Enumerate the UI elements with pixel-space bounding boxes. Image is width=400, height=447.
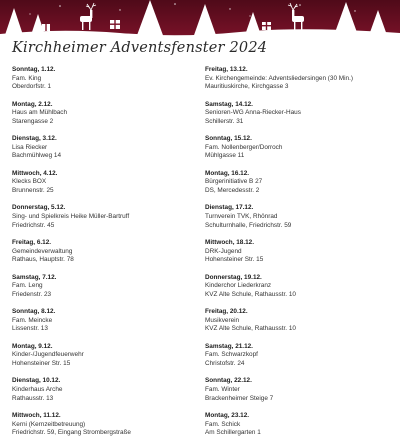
- entry-address: Am Schillergarten 1: [205, 429, 261, 437]
- schedule-entry: [12, 308, 202, 343]
- entry-date: Dienstag, 17.12.: [205, 204, 254, 212]
- entry-host: Fam. Nollenberger/Dorroch: [205, 143, 283, 151]
- entry-address: Friedenstr. 23: [12, 290, 52, 298]
- entry-date: Sonntag, 22.12.: [205, 377, 252, 385]
- schedule-entry: [12, 204, 202, 239]
- schedule-entry: [205, 170, 395, 205]
- entry-date: Samstag, 21.12.: [205, 342, 253, 350]
- entry-host: DRK-Jugend: [205, 247, 242, 255]
- entry-address: Schulturnhalle, Friedrichstr. 59: [205, 221, 292, 229]
- entry-date: Freitag, 13.12.: [205, 66, 248, 73]
- entry-address: Christofstr. 24: [205, 359, 245, 367]
- entry-address: Brackenheimer Steige 7: [205, 394, 274, 402]
- entry-date: Freitag, 6.12.: [12, 238, 52, 246]
- entry-address: Schillerstr. 31: [205, 117, 244, 125]
- page-title: Kirchheimer Adventsfenster 2024: [12, 40, 268, 56]
- entry-address: KVZ Alte Schule, Rathausstr. 10: [205, 290, 296, 298]
- entry-host: Kinderchor Liederkranz: [205, 282, 272, 290]
- entry-address: Mühlgasse 11: [205, 152, 245, 160]
- entry-host: Fam. King: [12, 74, 42, 82]
- entry-address: Lissenstr. 13: [12, 325, 48, 333]
- schedule-entry: [205, 377, 395, 412]
- entry-host: Bürgerinitiative B 27: [205, 178, 263, 186]
- entry-date: Samstag, 14.12.: [205, 100, 253, 108]
- entry-host: Kinderhaus Arche: [12, 385, 63, 393]
- schedule-entry: [205, 343, 395, 378]
- schedule-column-right: [205, 66, 395, 447]
- entry-date: Montag, 2.12.: [12, 100, 53, 108]
- entry-address: Friedrichstr. 59, Eingang Strombergstraße: [12, 429, 131, 437]
- entry-host: Kerni (Kernzeitbetreuung): [12, 420, 86, 428]
- entry-address: DS, Mercedesstr. 2: [205, 186, 260, 194]
- schedule-entry: [205, 239, 395, 274]
- entry-host: Fam. Leng: [12, 282, 43, 290]
- entry-address: KVZ Alte Schule, Rathausstr. 10: [205, 325, 296, 333]
- schedule-entry: [12, 135, 202, 170]
- schedule-entry: [205, 135, 395, 170]
- schedule-column-left: [12, 66, 202, 447]
- entry-date: Freitag, 20.12.: [205, 308, 248, 316]
- schedule-entry: [12, 412, 202, 447]
- entry-date: Mittwoch, 4.12.: [12, 169, 58, 177]
- entry-address: Mauritiuskirche, Kirchgasse 3: [205, 83, 289, 91]
- entry-date: Mittwoch, 11.12.: [12, 411, 61, 419]
- entry-host: Lisa Riecker: [12, 143, 48, 151]
- entry-date: Dienstag, 3.12.: [12, 135, 57, 143]
- winter-scene-illustration: [0, 0, 400, 38]
- entry-host: Turnverein TVK, Rhönrad: [205, 212, 278, 220]
- schedule-entry: [12, 274, 202, 309]
- entry-date: Donnerstag, 19.12.: [205, 273, 262, 281]
- schedule-entry: [12, 170, 202, 205]
- entry-date: Montag, 16.12.: [205, 169, 250, 177]
- entry-host: Musikverein: [205, 316, 240, 324]
- entry-address: Rathausstr. 13: [12, 394, 54, 402]
- schedule-entry: [12, 343, 202, 378]
- schedule-entry: [205, 101, 395, 136]
- schedule-entry: [205, 308, 395, 343]
- entry-host: Fam. Winter: [205, 385, 240, 393]
- schedule-entry: [205, 412, 395, 447]
- entry-host: Haus am Mühlbach: [12, 109, 68, 117]
- schedule-entry: [12, 66, 202, 101]
- entry-address: Hohensteiner Str. 15: [12, 359, 71, 367]
- entry-host: Kinder-/Jugendfeuerwehr: [12, 351, 84, 359]
- entry-date: Dienstag, 10.12.: [12, 377, 61, 385]
- schedule-entry: [205, 274, 395, 309]
- entry-host: Fam. Schick: [205, 420, 241, 428]
- entry-host: Gemeindeverwaltung: [12, 247, 73, 255]
- schedule-entry: [12, 377, 202, 412]
- entry-address: Rathaus, Hauptstr. 78: [12, 256, 74, 264]
- entry-host: Klecks BOX: [12, 178, 47, 186]
- entry-date: Mittwoch, 18.12.: [205, 238, 255, 246]
- entry-date: Montag, 23.12.: [205, 411, 250, 419]
- entry-date: Samstag, 7.12.: [12, 273, 57, 281]
- entry-address: Brunnenstr. 25: [12, 186, 54, 194]
- entry-host: Fam. Schwarzkopf: [205, 351, 258, 359]
- entry-address: Friedrichstr. 45: [12, 221, 55, 229]
- entry-host: Senioren-WG Anna-Riecker-Haus: [205, 109, 301, 117]
- entry-address: Hohensteiner Str. 15: [205, 256, 264, 264]
- entry-host: Sing- und Spielkreis Heike Müller-Bartruff: [12, 212, 130, 220]
- entry-address: Bachmühlweg 14: [12, 152, 62, 160]
- entry-date: Montag, 9.12.: [12, 342, 53, 350]
- entry-address: Starengasse 2: [12, 117, 54, 125]
- entry-address: Oberdorfstr. 1: [12, 83, 52, 91]
- entry-host: Ev. Kirchengemeinde: Adventsliedersingen (30 Min.): [205, 74, 354, 82]
- entry-date: Sonntag, 15.12.: [205, 135, 252, 143]
- schedule-entry: [12, 101, 202, 136]
- entry-date: Sonntag, 1.12.: [12, 66, 56, 73]
- header-banner: [0, 0, 400, 38]
- schedule-entry: [12, 239, 202, 274]
- entry-host: Fam. Meincke: [12, 316, 53, 324]
- schedule-entry: [205, 204, 395, 239]
- entry-date: Sonntag, 8.12.: [12, 308, 56, 316]
- entry-date: Donnerstag, 5.12.: [12, 204, 66, 212]
- schedule-entry: [205, 66, 395, 101]
